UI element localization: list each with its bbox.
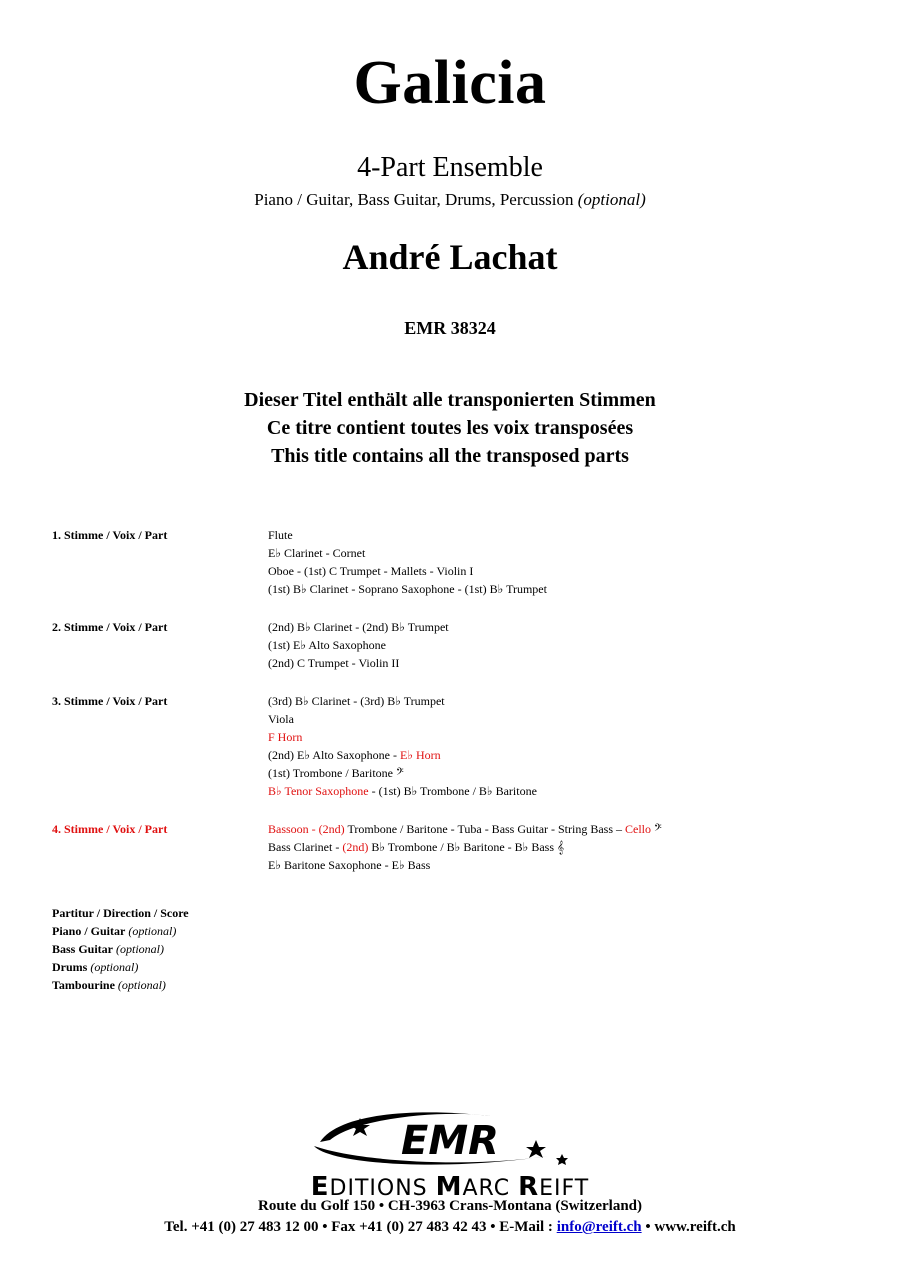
part-2-label: 2. Stimme / Voix / Part <box>52 620 168 634</box>
part-1-label: 1. Stimme / Voix / Part <box>52 528 168 542</box>
part-line: (2nd) B♭ Clarinet - (2nd) B♭ Trumpet <box>268 620 449 634</box>
publisher-name: EDITIONS MARC REIFT <box>310 1172 590 1202</box>
publisher-address: Route du Golf 150 • CH-3963 Crans-Montana (Switzerland) <box>258 1198 642 1214</box>
score-name: Bass Guitar <box>52 942 114 956</box>
score-item <box>52 940 189 958</box>
part-line-text: Bass Clarinet - <box>268 840 343 854</box>
part-line: E♭ Baritone Saxophone - E♭ Bass <box>268 858 431 872</box>
website-text: • www.reift.ch <box>641 1219 736 1235</box>
score-name: Drums <box>52 960 88 974</box>
notice-de: Dieser Titel enthält alle transponierten Stimmen <box>244 389 656 411</box>
part-line <box>268 838 662 856</box>
part-line: (1st) B♭ Clarinet - Soprano Saxophone - (1st) B♭ Trumpet <box>268 582 547 596</box>
part-line <box>268 782 537 800</box>
part-line-highlight: Bassoon - (2nd) <box>268 822 345 836</box>
notice-fr: Ce titre contient toutes les voix transposées <box>266 417 634 439</box>
part-1-instruments <box>268 526 547 598</box>
part-3-instruments <box>268 692 537 800</box>
notice-en: This title contains all the transposed parts <box>271 445 629 467</box>
score-item <box>52 922 189 940</box>
score-item <box>52 904 189 922</box>
contact-text: Tel. +41 (0) 27 483 12 00 • Fax +41 (0) 27 483 42 43 • E-Mail : <box>164 1219 557 1235</box>
part-line: (2nd) C Trumpet - Violin II <box>268 656 400 670</box>
score-item <box>52 976 189 994</box>
score-note: (optional) <box>117 978 166 992</box>
publisher-logo <box>300 1102 600 1176</box>
part-line-highlight: (2nd) <box>342 840 369 854</box>
part-line-highlight: B♭ Tenor Saxophone <box>268 784 369 798</box>
logo-text: EMR <box>401 1118 499 1164</box>
catalog-number: EMR 38324 <box>404 318 496 338</box>
part-line: (3rd) B♭ Clarinet - (3rd) B♭ Trumpet <box>268 694 445 708</box>
instrumentation <box>0 190 900 210</box>
title: Galicia <box>353 49 547 117</box>
part-line: Flute <box>268 528 293 542</box>
part-line <box>268 746 537 764</box>
score-name: Partitur / Direction / Score <box>52 906 189 920</box>
publisher-contact <box>0 1219 900 1236</box>
part-line: Viola <box>268 712 294 726</box>
emr-logo-icon <box>300 1102 600 1176</box>
transposition-notice <box>0 386 900 470</box>
part-line-text: (2nd) E♭ Alto Saxophone - <box>268 748 400 762</box>
instrumentation-main: Piano / Guitar, Bass Guitar, Drums, Percussion <box>254 190 578 209</box>
subtitle: 4-Part Ensemble <box>357 152 543 183</box>
score-name: Piano / Guitar <box>52 924 126 938</box>
part-line: E♭ Clarinet - Cornet <box>268 546 366 560</box>
part-line: (1st) E♭ Alto Saxophone <box>268 638 386 652</box>
part-line-text: - (1st) B♭ Trombone / B♭ Baritone <box>368 784 537 798</box>
part-line: (1st) Trombone / Baritone 𝄢 <box>268 766 404 780</box>
score-note: (optional) <box>116 942 165 956</box>
part-line-text: B♭ Trombone / B♭ Baritone - B♭ Bass 𝄞 <box>368 840 565 854</box>
score-note: (optional) <box>128 924 177 938</box>
part-line-text: Trombone / Baritone - Tuba - Bass Guitar - String Bass – <box>344 822 626 836</box>
part-line: F Horn <box>268 730 303 744</box>
part-3-label: 3. Stimme / Voix / Part <box>52 694 168 708</box>
score-list <box>52 904 189 994</box>
part-line: Oboe - (1st) C Trumpet - Mallets - Violin I <box>268 564 474 578</box>
bass-clef-icon: 𝄢 <box>651 822 662 836</box>
composer: André Lachat <box>342 237 558 277</box>
part-line-highlight: Cello <box>625 822 652 836</box>
email-link[interactable]: info@reift.ch <box>556 1219 642 1235</box>
part-line-highlight: E♭ Horn <box>399 748 441 762</box>
instrumentation-optional: (optional) <box>577 190 646 209</box>
part-2-instruments <box>268 618 449 672</box>
part-line <box>268 820 662 838</box>
part-4-instruments <box>268 820 662 874</box>
score-name: Tambourine <box>52 978 115 992</box>
part-4-label: 4. Stimme / Voix / Part <box>52 822 168 836</box>
score-item <box>52 958 189 976</box>
score-note: (optional) <box>90 960 139 974</box>
